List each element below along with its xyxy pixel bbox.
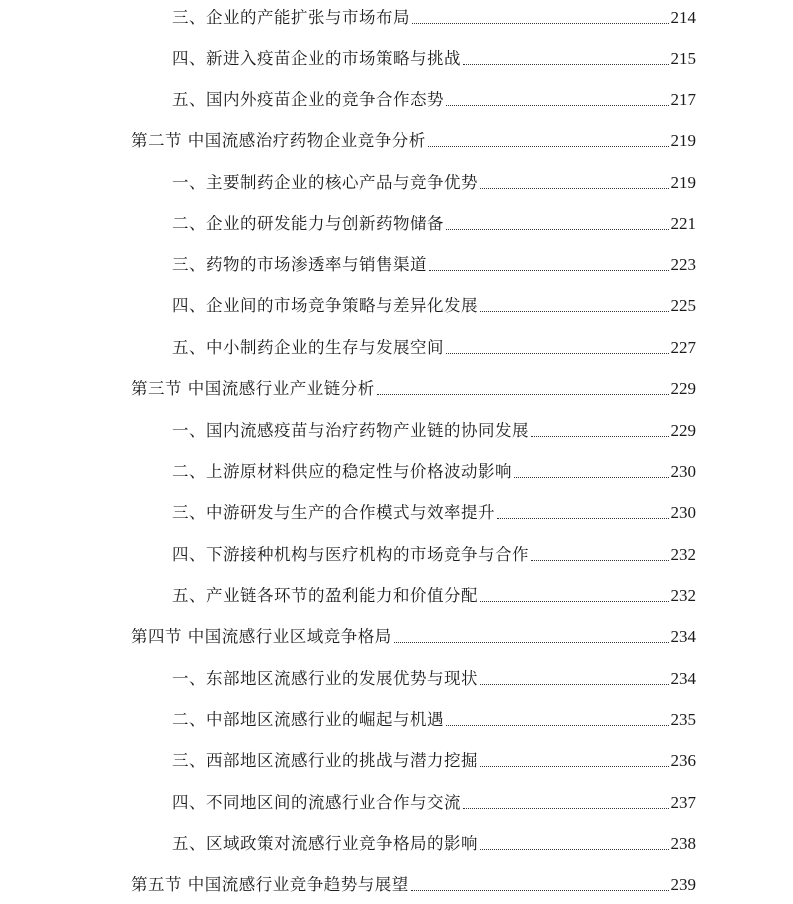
dot-leader <box>428 146 669 147</box>
dot-leader <box>411 890 669 891</box>
toc-page-number: 239 <box>670 875 696 894</box>
dot-leader <box>446 353 669 354</box>
toc-entry-title: 四、不同地区间的流感行业合作与交流 <box>172 793 461 812</box>
toc-page-number: 223 <box>670 255 696 274</box>
dot-leader <box>377 394 669 395</box>
dot-leader <box>446 105 669 106</box>
toc-entry[interactable] <box>172 544 696 566</box>
toc-entry[interactable] <box>172 254 696 276</box>
toc-entry-title: 四、企业间的市场竞争策略与差异化发展 <box>172 296 478 315</box>
toc-section-entry[interactable] <box>131 874 696 896</box>
dot-leader <box>446 725 669 726</box>
toc-section-entry[interactable] <box>131 378 696 400</box>
toc-page-number: 229 <box>670 379 696 398</box>
toc-page-number: 232 <box>670 545 696 564</box>
dot-leader <box>531 436 669 437</box>
toc-entry-title: 五、产业链各环节的盈利能力和价值分配 <box>172 586 478 605</box>
toc-page-number: 219 <box>670 131 696 150</box>
toc-section-title: 第四节 中国流感行业区域竞争格局 <box>131 627 392 646</box>
toc-section-title: 第五节 中国流感行业竞争趋势与展望 <box>131 875 409 894</box>
toc-entry-title: 五、区域政策对流感行业竞争格局的影响 <box>172 834 478 853</box>
dot-leader <box>429 270 669 271</box>
toc-page-number: 230 <box>670 462 696 481</box>
toc-entry[interactable] <box>172 668 696 690</box>
toc-entry[interactable] <box>172 7 696 29</box>
toc-entry-title: 五、国内外疫苗企业的竞争合作态势 <box>172 90 444 109</box>
toc-entry-title: 一、国内流感疫苗与治疗药物产业链的协同发展 <box>172 421 529 440</box>
toc-page-number: 215 <box>670 49 696 68</box>
toc-page-number: 219 <box>670 173 696 192</box>
toc-section-title: 第二节 中国流感治疗药物企业竞争分析 <box>131 131 426 150</box>
toc-entry[interactable] <box>172 172 696 194</box>
toc-entry[interactable] <box>172 792 696 814</box>
toc-entry-title: 一、主要制药企业的核心产品与竞争优势 <box>172 173 478 192</box>
toc-entry-title: 四、下游接种机构与医疗机构的市场竞争与合作 <box>172 545 529 564</box>
dot-leader <box>497 518 669 519</box>
dot-leader <box>531 560 669 561</box>
toc-entry[interactable] <box>172 750 696 772</box>
toc-page-number: 232 <box>670 586 696 605</box>
toc-page-number: 225 <box>670 296 696 315</box>
dot-leader <box>463 64 669 65</box>
toc-page-number: 221 <box>670 214 696 233</box>
toc-entry-title: 三、药物的市场渗透率与销售渠道 <box>172 255 427 274</box>
toc-page-number: 217 <box>670 90 696 109</box>
toc-section-entry[interactable] <box>131 130 696 152</box>
dot-leader <box>480 684 669 685</box>
toc-entry-title: 五、中小制药企业的生存与发展空间 <box>172 338 444 357</box>
toc-entry-title: 二、中部地区流感行业的崛起与机遇 <box>172 710 444 729</box>
toc-page-number: 236 <box>670 751 696 770</box>
toc-entry[interactable] <box>172 502 696 524</box>
toc-entry[interactable] <box>172 213 696 235</box>
toc-entry[interactable] <box>172 585 696 607</box>
dot-leader <box>412 23 669 24</box>
dot-leader <box>480 311 669 312</box>
toc-entry[interactable] <box>172 48 696 70</box>
toc-entry[interactable] <box>172 833 696 855</box>
dot-leader <box>394 642 669 643</box>
dot-leader <box>480 849 669 850</box>
toc-page-number: 229 <box>670 421 696 440</box>
toc-entry[interactable] <box>172 420 696 442</box>
toc-page-number: 230 <box>670 503 696 522</box>
toc-page-number: 235 <box>670 710 696 729</box>
toc-section-title: 第三节 中国流感行业产业链分析 <box>131 379 375 398</box>
toc-entry-title: 二、企业的研发能力与创新药物储备 <box>172 214 444 233</box>
toc-page-number: 227 <box>670 338 696 357</box>
toc-entry[interactable] <box>172 337 696 359</box>
toc-page-number: 234 <box>670 669 696 688</box>
toc-entry-title: 三、企业的产能扩张与市场布局 <box>172 8 410 27</box>
dot-leader <box>446 229 669 230</box>
dot-leader <box>480 601 669 602</box>
toc-entry-title: 一、东部地区流感行业的发展优势与现状 <box>172 669 478 688</box>
toc-entry-title: 四、新进入疫苗企业的市场策略与挑战 <box>172 49 461 68</box>
dot-leader <box>480 766 669 767</box>
toc-entry-title: 三、西部地区流感行业的挑战与潜力挖掘 <box>172 751 478 770</box>
toc-page-number: 238 <box>670 834 696 853</box>
dot-leader <box>463 808 669 809</box>
toc-section-entry[interactable] <box>131 626 696 648</box>
toc-entry[interactable] <box>172 709 696 731</box>
toc-page-number: 214 <box>670 8 696 27</box>
toc-entry-title: 二、上游原材料供应的稳定性与价格波动影响 <box>172 462 512 481</box>
dot-leader <box>480 188 669 189</box>
toc-entry[interactable] <box>172 295 696 317</box>
toc-entry[interactable] <box>172 89 696 111</box>
toc-page-number: 237 <box>670 793 696 812</box>
dot-leader <box>514 477 669 478</box>
toc-page-number: 234 <box>670 627 696 646</box>
toc-entry[interactable] <box>172 461 696 483</box>
toc-entry-title: 三、中游研发与生产的合作模式与效率提升 <box>172 503 495 522</box>
